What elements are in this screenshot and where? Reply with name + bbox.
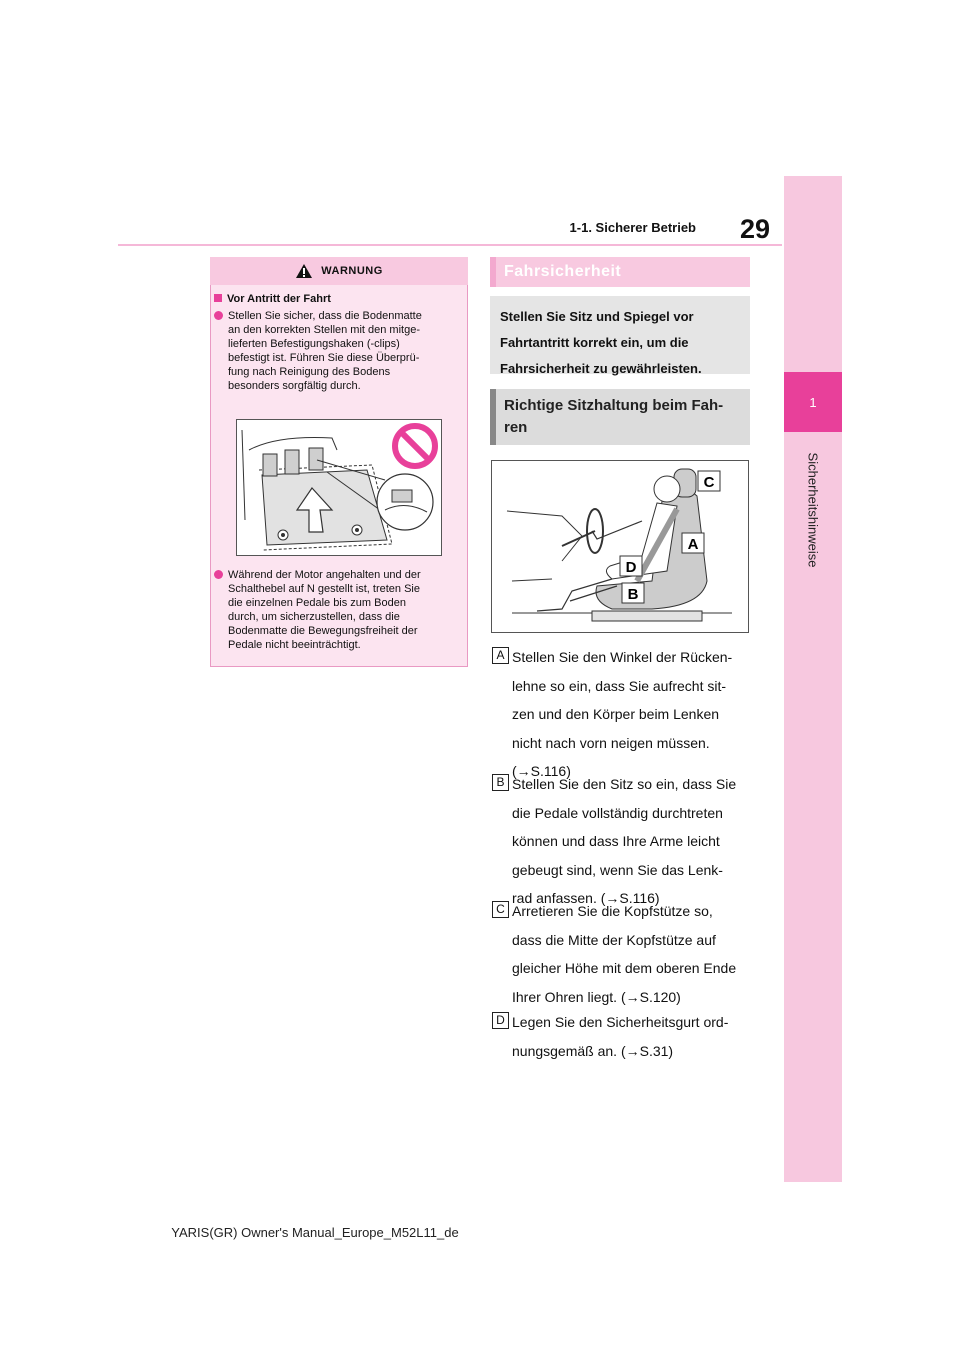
item-line: Stellen Sie den Winkel der Rücken-: [512, 649, 733, 665]
warning-line: die einzelnen Pedale bis zum Boden: [228, 597, 406, 609]
list-item-a: [492, 643, 752, 786]
item-line: gleicher Höhe mit dem oberen Ende: [512, 960, 737, 976]
circle-bullet-icon: [214, 311, 223, 320]
warning-bullet-2: [214, 568, 464, 652]
warning-line: Während der Motor angehalten und der: [228, 569, 421, 581]
section-heading: Fahrsicherheit: [490, 257, 750, 287]
warning-line: Bodenmatte die Bewegungsfreiheit der: [228, 625, 418, 637]
warning-subtitle-row: [214, 293, 331, 305]
item-line: zen und den Körper beim Lenken: [512, 706, 720, 722]
item-line: nungsgemäß an. (→S.31): [512, 1042, 674, 1059]
subheading-line: ren: [504, 419, 528, 436]
item-line: die Pedale vollständig durchtreten: [512, 804, 723, 821]
item-label: D: [492, 1012, 509, 1029]
item-label: C: [492, 901, 509, 918]
circle-bullet-icon: [214, 570, 223, 579]
section-title: 1-1. Sicherer Betrieb: [569, 220, 696, 235]
warning-line: fung nach Reinigung des Bodens: [228, 366, 391, 378]
chapter-side-tab: [784, 176, 842, 1182]
item-line: gebeugt sind, wenn Sie das Lenk-: [512, 861, 723, 878]
warning-line: an den korrekten Stellen mit den mitge-: [228, 324, 420, 336]
warning-triangle-icon: [295, 263, 313, 279]
floor-mat-illustration: [236, 419, 442, 556]
item-line: dass die Mitte der Kopfstütze auf: [512, 931, 716, 948]
warning-bullet-1: [214, 309, 464, 393]
subsection-heading: [490, 389, 750, 445]
page-number: 29: [739, 214, 770, 244]
footer-manual-id: YARIS(GR) Owner's Manual_Europe_M52L11_de: [171, 1225, 459, 1240]
chapter-label-wrap: [784, 440, 842, 600]
figure-label-a: A: [687, 536, 699, 553]
warning-subtitle: Vor Antritt der Fahrt: [227, 293, 331, 305]
figure-label-b: B: [627, 586, 639, 603]
item-line: Legen Sie den Sicherheitsgurt ord-: [512, 1014, 729, 1030]
warning-line: befestigt ist. Führen Sie diese Überprü-: [228, 352, 420, 364]
warning-line: durch, um sicherzustellen, dass die: [228, 611, 400, 623]
figure-label-c: C: [703, 474, 715, 491]
item-line: (→S.116): [512, 763, 571, 779]
intro-line: Fahrsicherheit zu gewährleisten.: [500, 361, 702, 376]
section-intro: [490, 296, 750, 374]
intro-line: Stellen Sie Sitz und Spiegel vor: [500, 309, 694, 324]
warning-line: lieferten Befestigungshaken (-clips): [228, 338, 400, 350]
item-line: Arretieren Sie die Kopfstütze so,: [512, 903, 713, 919]
item-line: nicht nach vorn neigen müssen.: [512, 734, 710, 751]
seating-posture-illustration: [491, 460, 749, 633]
square-bullet-icon: [214, 294, 222, 302]
item-line: lehne so ein, dass Sie aufrecht sit-: [512, 677, 727, 694]
item-label: B: [492, 774, 509, 791]
warning-line: besonders sorgfältig durch.: [228, 380, 361, 392]
item-line: Stellen Sie den Sitz so ein, dass Sie: [512, 776, 737, 792]
item-line: rad anfassen. (→S.116): [512, 890, 660, 906]
figure-label-d: D: [625, 559, 637, 576]
item-line: können und dass Ihre Arme leicht: [512, 833, 720, 849]
list-item-b: [492, 770, 752, 913]
chapter-number: 1: [784, 372, 842, 432]
subheading-line: Richtige Sitzhaltung beim Fah-: [504, 397, 724, 414]
warning-line: Stellen Sie sicher, dass die Bodenmatte: [228, 310, 422, 322]
warning-line: Schalthebel auf N gestellt ist, treten Sie: [228, 583, 420, 595]
list-item-c: [492, 897, 752, 1011]
intro-line: Fahrtantritt korrekt ein, um die: [500, 335, 689, 350]
warning-header: [210, 257, 468, 285]
chapter-label: Sicherheitshinweise: [805, 452, 821, 568]
item-label: A: [492, 647, 509, 664]
warning-line: Pedale nicht beeinträchtigt.: [228, 639, 361, 651]
warning-title: WARNUNG: [321, 265, 383, 277]
item-line: Ihrer Ohren liegt. (→S.120): [512, 988, 681, 1005]
list-item-d: [492, 1008, 752, 1065]
header-rule: [118, 244, 782, 246]
